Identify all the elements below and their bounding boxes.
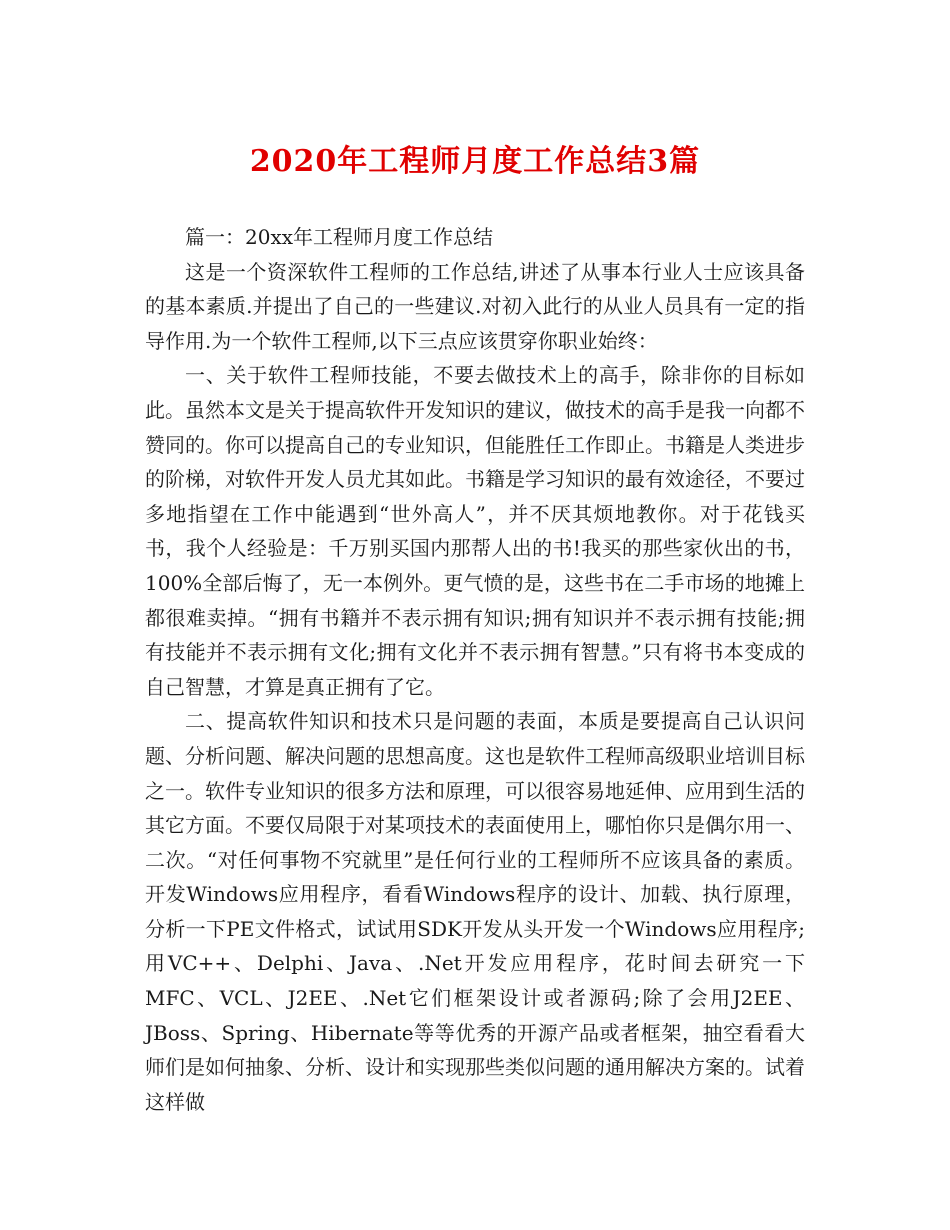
document-title: 2020年工程师月度工作总结3篇 [249, 144, 701, 179]
paragraph-point-two: 二、提高软件知识和技术只是问题的表面，本质是要提高自己认识问题、分析问题、解决问题的思想高度。这也是软件工程师高级职业培训目标之一。软件专业知识的很多方法和原理，可以很容易地延伸、应用到生活的其它方面。不要仅局限于对某项技术的表面使用上，哪怕你只是偶尔用一、二次。“对任何事物不究就里”是任何行业的工程师所不应该具备的素质。开发Windows应用程序，看看Windows程序的设计、加载、执行原理，分析一下PE文件格式，试试用SDK开发从头开发一个Windows应用程序;用VC++、Delphi、Java、.Net开发应用程序，花时间去研究一下MFC、VCL、J2EE、.Net它们框架设计或者源码;除了会用J2EE、JBoss、Spring、Hibernate等等优秀的开源产品或者框架，抽空看看大师们是如何抽象、分析、设计和实现那些类似问题的通用解决方案的。试着这样做 [145, 709, 805, 1114]
document-body [145, 220, 805, 1119]
paragraph-intro: 这是一个资深软件工程师的工作总结,讲述了从事本行业人士应该具备的基本素质.并提出了自己的一些建议.对初入此行的从业人员具有一定的指导作用.为一个软件工程师,以下三点应该贯穿你职业始终： [145, 259, 805, 353]
paragraph-section-heading: 篇一：20xx年工程师月度工作总结 [185, 225, 494, 249]
paragraph-point-one: 一、关于软件工程师技能，不要去做技术上的高手，除非你的目标如此。虽然本文是关于提高软件开发知识的建议，做技术的高手是我一向都不赞同的。你可以提高自己的专业知识，但能胜任工作即止。书籍是人类进步的阶梯，对软件开发人员尤其如此。书籍是学习知识的最有效途径，不要过多地指望在工作中能遇到“世外高人”，并不厌其烦地教你。对于花钱买书，我个人经验是：千万别买国内那帮人出的书!我买的那些家伙出的书，100%全部后悔了，无一本例外。更气愤的是，这些书在二手市场的地摊上都很难卖掉。“拥有书籍并不表示拥有知识;拥有知识并不表示拥有技能;拥有技能并不表示拥有文化;拥有文化并不表示拥有智慧。”只有将书本变成的自己智慧，才算是真正拥有了它。 [145, 363, 805, 699]
